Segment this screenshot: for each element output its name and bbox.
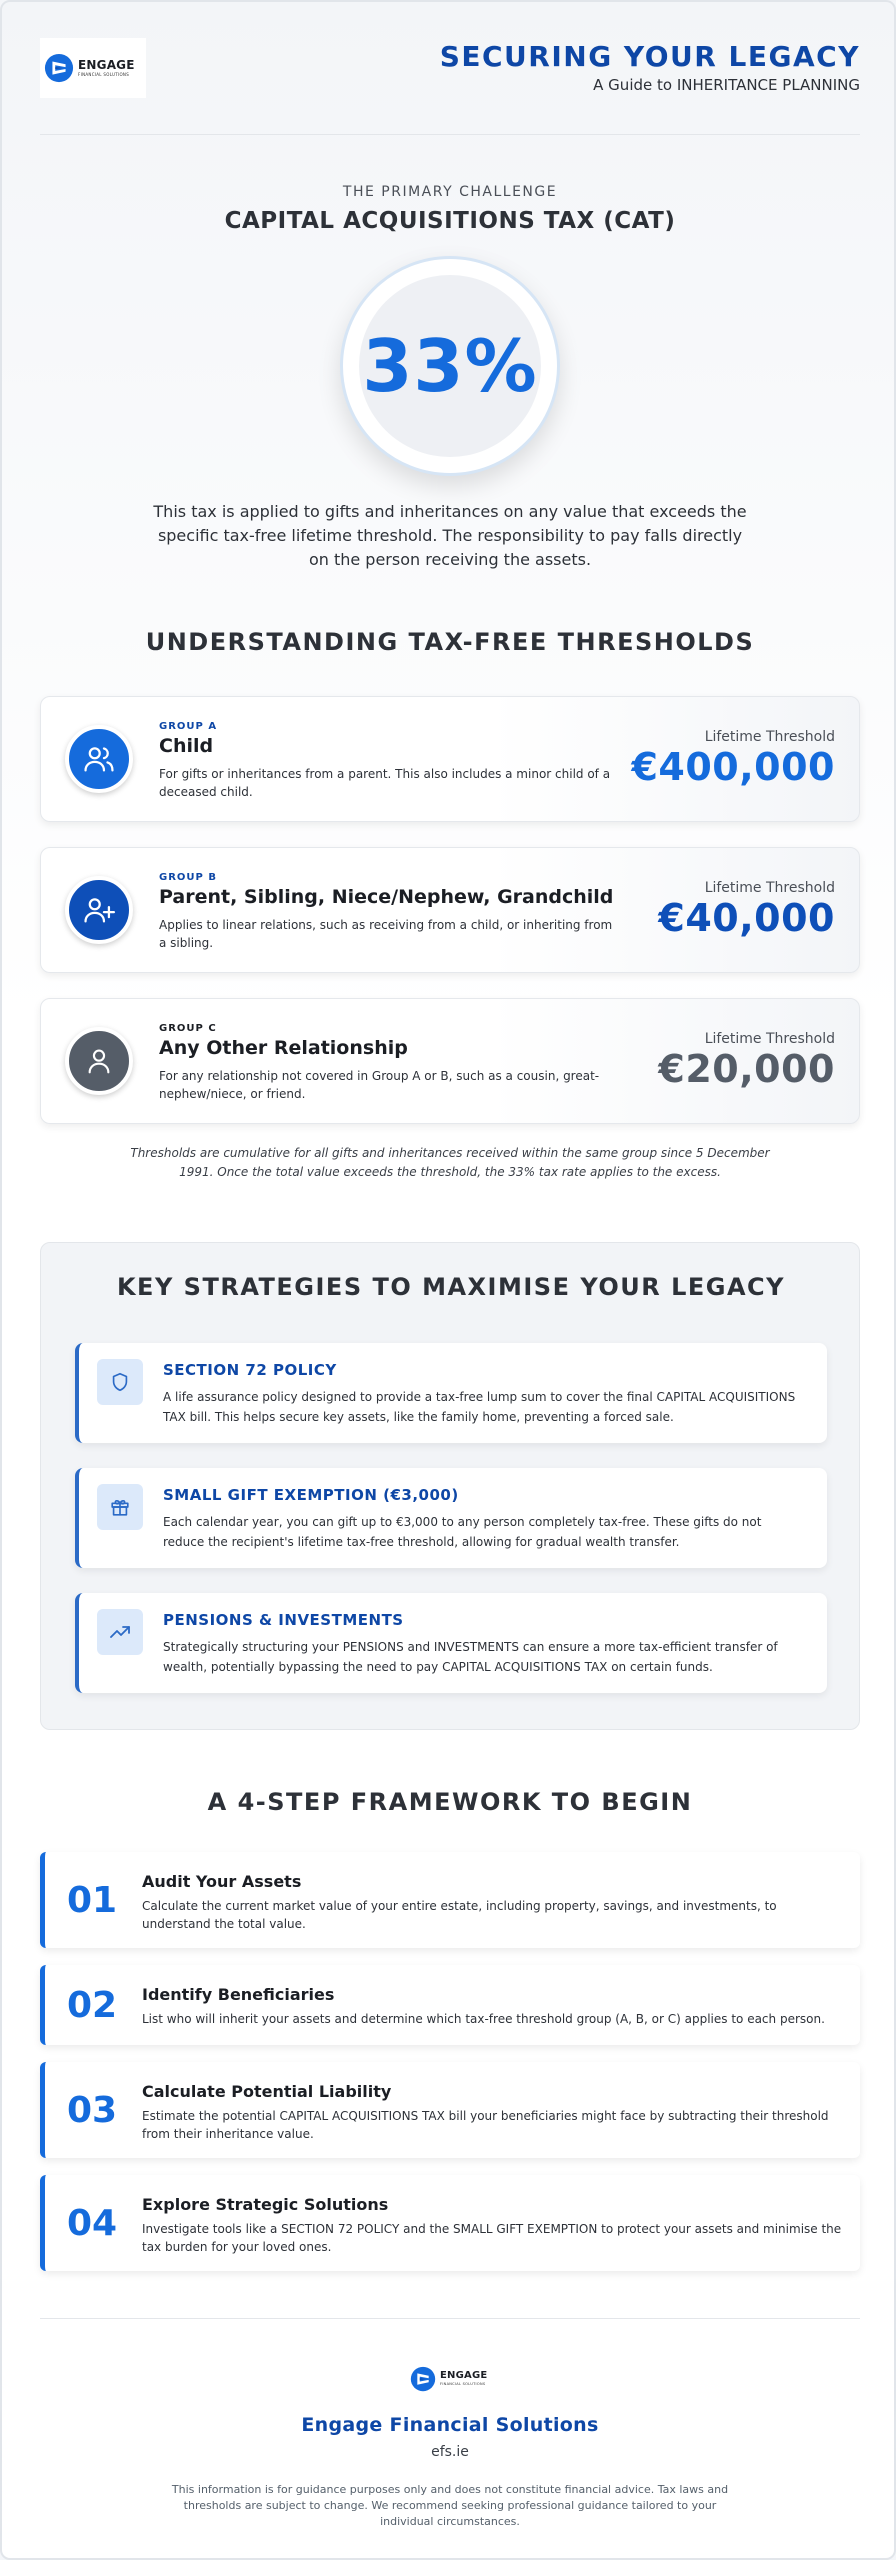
framework-title: A 4-STEP FRAMEWORK TO BEGIN	[207, 1788, 693, 1816]
strategy-card-pensions	[75, 1593, 827, 1693]
user-icon	[65, 1027, 133, 1095]
trending-up-icon	[97, 1609, 143, 1655]
threshold-card-group-a	[40, 696, 860, 822]
strategies-panel	[40, 1242, 860, 1730]
challenge-title: CAPITAL ACQUISITIONS TAX (CAT)	[224, 208, 676, 234]
header-divider	[40, 134, 860, 135]
logo-subtitle: FINANCIAL SOLUTIONS	[78, 72, 130, 77]
strategy-card-small-gift	[75, 1468, 827, 1568]
strategy-title: SECTION 72 POLICY	[163, 1361, 337, 1379]
threshold-label: Lifetime Threshold	[704, 880, 835, 896]
footer-company-name: Engage Financial Solutions	[301, 2414, 599, 2436]
user-plus-icon	[65, 876, 133, 944]
group-label: GROUP B	[159, 872, 217, 883]
step-number: 04	[67, 2202, 118, 2244]
relationship-title: Parent, Sibling, Niece/Nephew, Grandchild	[159, 886, 614, 908]
threshold-card-group-b	[40, 847, 860, 973]
strategy-description: Each calendar year, you can gift up to €3,000 to any person completely tax-free. These gifts do not reduce the recipient's lifetime tax-free threshold, allowing for gradual wealth transfer.	[163, 1515, 762, 1549]
strategies-title: KEY STRATEGIES TO MAXIMISE YOUR LEGACY	[116, 1273, 786, 1301]
step-title: Audit Your Assets	[142, 1872, 302, 1891]
challenge-eyebrow: THE PRIMARY CHALLENGE	[342, 184, 558, 200]
step-description: Estimate the potential CAPITAL ACQUISITIONS TAX bill your beneficiaries might face by subtracting their threshold from their inheritance value.	[142, 2109, 829, 2141]
step-description: Calculate the current market value of your entire estate, including property, savings, and investments, to understand the total value.	[142, 1899, 777, 1931]
step-card-04	[40, 2175, 860, 2271]
relationship-title: Child	[159, 735, 214, 757]
step-description: List who will inherit your assets and determine which tax-free threshold group (A, B, or C) applies to each person.	[142, 2012, 825, 2026]
threshold-label: Lifetime Threshold	[704, 1031, 835, 1047]
strategy-description: Strategically structuring your PENSIONS and INVESTMENTS can ensure a more tax-efficient transfer of wealth, potentially bypassing the need to pay CAPITAL ACQUISITIONS TAX on certain funds.	[163, 1640, 778, 1674]
strategy-title: SMALL GIFT EXEMPTION (€3,000)	[163, 1486, 459, 1504]
relationship-title: Any Other Relationship	[159, 1037, 408, 1059]
engage-logo-icon	[44, 53, 74, 83]
step-title: Calculate Potential Liability	[142, 2082, 392, 2101]
step-number: 01	[67, 1879, 118, 1921]
step-card-01	[40, 1852, 860, 1948]
engage-logo-icon	[410, 2366, 436, 2392]
users-icon	[65, 725, 133, 793]
strategy-description: A life assurance policy designed to provide a tax-free lump sum to cover the final CAPITAL ACQUISITIONS TAX bill. This helps secure key assets, like the family home, preventing a forced sale.	[163, 1390, 796, 1424]
step-description: Investigate tools like a SECTION 72 POLICY and the SMALL GIFT EXEMPTION to protect your assets and minimise the tax burden for your loved ones.	[142, 2222, 842, 2254]
step-title: Explore Strategic Solutions	[142, 2195, 389, 2214]
tax-rate-circle	[340, 256, 560, 476]
header	[40, 38, 860, 102]
threshold-label: Lifetime Threshold	[704, 729, 835, 745]
logo-name: ENGAGE	[78, 58, 135, 72]
step-number: 02	[67, 1984, 118, 2026]
step-number: 03	[67, 2089, 118, 2131]
logo-subtitle: FINANCIAL SOLUTIONS	[440, 2382, 486, 2387]
threshold-value: €40,000	[658, 896, 835, 940]
step-title: Identify Beneficiaries	[142, 1985, 335, 2004]
footer-disclaimer: This information is for guidance purposes only and does not constitute financial advice. Tax laws and thresholds are subject to change. We recommend seeking professional guidance tailored to your individual circumstances.	[171, 2483, 729, 2528]
company-logo	[40, 38, 146, 98]
threshold-value: €400,000	[631, 745, 835, 789]
relationship-description: Applies to linear relations, such as receiving from a child, or inheriting from a sibling.	[159, 918, 613, 950]
strategy-card-section-72	[75, 1343, 827, 1443]
challenge-description: This tax is applied to gifts and inheritances on any value that exceeds the specific tax-free lifetime threshold. The responsibility to pay falls directly on the person receiving the assets.	[153, 502, 747, 569]
strategy-title: PENSIONS & INVESTMENTS	[163, 1611, 404, 1629]
gift-icon	[97, 1484, 143, 1530]
logo-name: ENGAGE	[440, 2370, 488, 2382]
shield-icon	[97, 1359, 143, 1405]
threshold-value: €20,000	[658, 1047, 835, 1091]
footer-logo	[410, 2362, 490, 2396]
threshold-card-group-c	[40, 998, 860, 1124]
footer-divider	[40, 2318, 860, 2319]
step-card-02	[40, 1965, 860, 2045]
page-title: SECURING YOUR LEGACY	[439, 40, 860, 73]
thresholds-title: UNDERSTANDING TAX-FREE THRESHOLDS	[145, 628, 755, 656]
relationship-description: For gifts or inheritances from a parent. This also includes a minor child of a deceased child.	[159, 767, 611, 799]
thresholds-note: Thresholds are cumulative for all gifts and inheritances received within the same group since 5 December 1991. Once the total value exceeds the threshold, the 33% tax rate applies to the excess.	[130, 1146, 770, 1179]
step-card-03	[40, 2062, 860, 2158]
group-label: GROUP A	[159, 721, 218, 732]
footer-website-link[interactable]: efs.ie	[431, 2444, 469, 2460]
tax-rate-value: 33%	[362, 324, 538, 408]
page-subtitle: A Guide to INHERITANCE PLANNING	[593, 76, 860, 94]
group-label: GROUP C	[159, 1023, 217, 1034]
relationship-description: For any relationship not covered in Group A or B, such as a cousin, great-nephew/niece, or friend.	[159, 1069, 600, 1101]
